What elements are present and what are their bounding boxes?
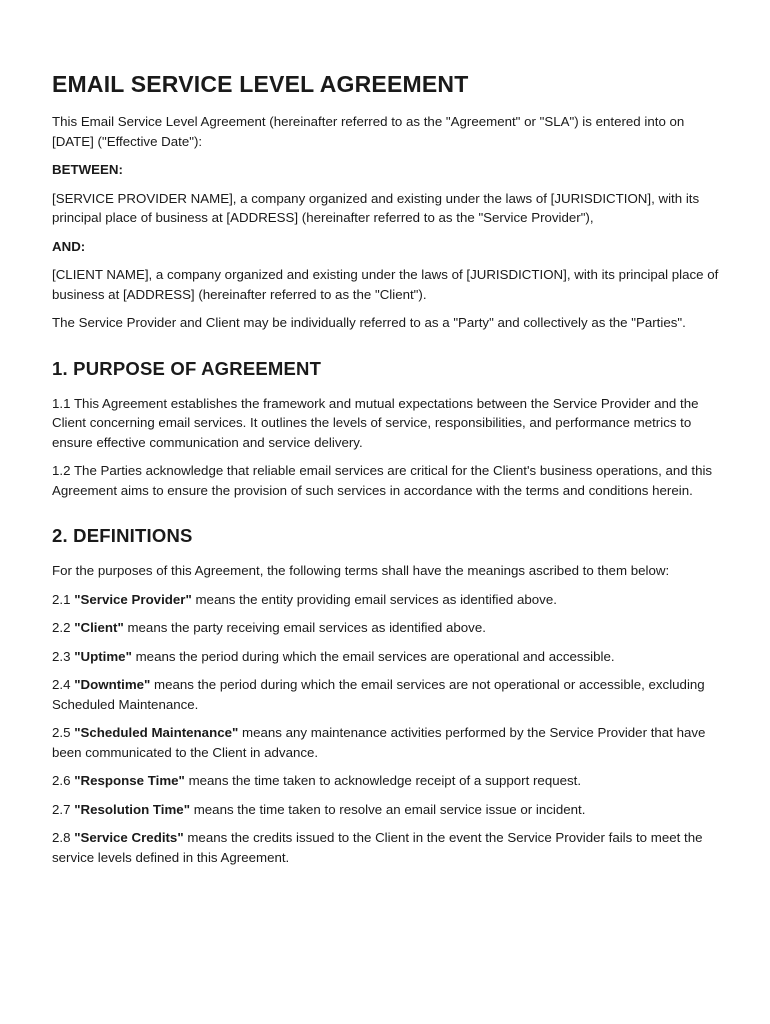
definition-term: "Response Time" xyxy=(74,773,185,788)
definitions-intro: For the purposes of this Agreement, the following terms shall have the meanings ascribed to them below: xyxy=(52,563,670,578)
definition-text: means the party receiving email services as identified above. xyxy=(127,620,486,635)
definition-item xyxy=(52,771,720,791)
definition-text: means the entity providing email services as identified above. xyxy=(195,591,557,607)
definition-text: means the credits issued to the Client in the event the Service Provider fails to meet the service levels defined in this Agreement. xyxy=(52,830,703,865)
section-heading-purpose: 1. PURPOSE OF AGREEMENT xyxy=(52,357,322,379)
provider-paragraph: [SERVICE PROVIDER NAME], a company organized and existing under the laws of [JURISDICTION], with its principal place of business at [ADDRESS] (hereinafter referred to as the "Service Provider"), xyxy=(52,190,700,225)
clause-1-2: 1.2 The Parties acknowledge that reliable email services are critical for the Client's business operations, and this Agreement aims to ensure the provision of such services in accordance with the terms and conditions herein. xyxy=(52,463,713,498)
definition-item xyxy=(52,828,720,867)
section-heading-definitions: 2. DEFINITIONS xyxy=(52,525,193,546)
definitions-list xyxy=(52,590,720,868)
definition-number: 2.5 xyxy=(52,725,71,740)
definition-term: "Scheduled Maintenance" xyxy=(74,725,239,740)
definition-number: 2.7 xyxy=(52,801,71,817)
definition-number: 2.4 xyxy=(52,677,71,692)
section-definitions xyxy=(52,524,720,867)
intro-paragraph: This Email Service Level Agreement (hereinafter referred to as the "Agreement" or "SLA") is entered into on [DATE] ("Effective Date"): xyxy=(52,114,685,149)
definition-item xyxy=(52,723,720,762)
definition-number: 2.6 xyxy=(52,773,71,788)
definition-text: means the period during which the email services are not operational or accessible, excluding Scheduled Maintenance. xyxy=(52,677,705,712)
definition-term: "Uptime" xyxy=(74,648,132,664)
definition-item xyxy=(52,618,720,638)
definition-term: "Downtime" xyxy=(74,677,151,692)
definition-item xyxy=(52,675,720,714)
definition-number: 2.1 xyxy=(52,591,71,607)
clause-1-1: 1.1 This Agreement establishes the framework and mutual expectations between the Service Provider and the Client concerning email services. It outlines the levels of service, responsibilities, and performance metrics to ensure effective communication and service delivery. xyxy=(52,395,699,450)
definition-item xyxy=(52,647,720,667)
definition-term: "Service Credits" xyxy=(74,830,184,845)
document-title: EMAIL SERVICE LEVEL AGREEMENT xyxy=(52,71,469,97)
definition-number: 2.8 xyxy=(52,830,71,845)
definition-item xyxy=(52,800,720,820)
definition-number: 2.2 xyxy=(52,620,71,635)
definition-term: "Service Provider" xyxy=(74,591,192,607)
client-paragraph: [CLIENT NAME], a company organized and existing under the laws of [JURISDICTION], with its principal place of business at [ADDRESS] (hereinafter referred to as the "Client"). xyxy=(52,267,719,302)
section-purpose xyxy=(52,357,720,501)
and-label: AND: xyxy=(52,238,86,254)
parties-paragraph: The Service Provider and Client may be individually referred to as a "Party" and collectively as the "Parties". xyxy=(52,315,686,330)
definition-item xyxy=(52,590,720,610)
definition-text: means the period during which the email services are operational and accessible. xyxy=(135,648,615,664)
definition-number: 2.3 xyxy=(52,648,71,664)
definition-term: "Resolution Time" xyxy=(74,801,190,817)
between-label: BETWEEN: xyxy=(52,162,123,177)
definition-text: means the time taken to acknowledge receipt of a support request. xyxy=(188,773,582,788)
definition-text: means the time taken to resolve an email service issue or incident. xyxy=(193,801,586,817)
definition-term: "Client" xyxy=(74,620,124,635)
definition-text: means any maintenance activities performed by the Service Provider that have been communicated to the Client in advance. xyxy=(52,725,706,760)
